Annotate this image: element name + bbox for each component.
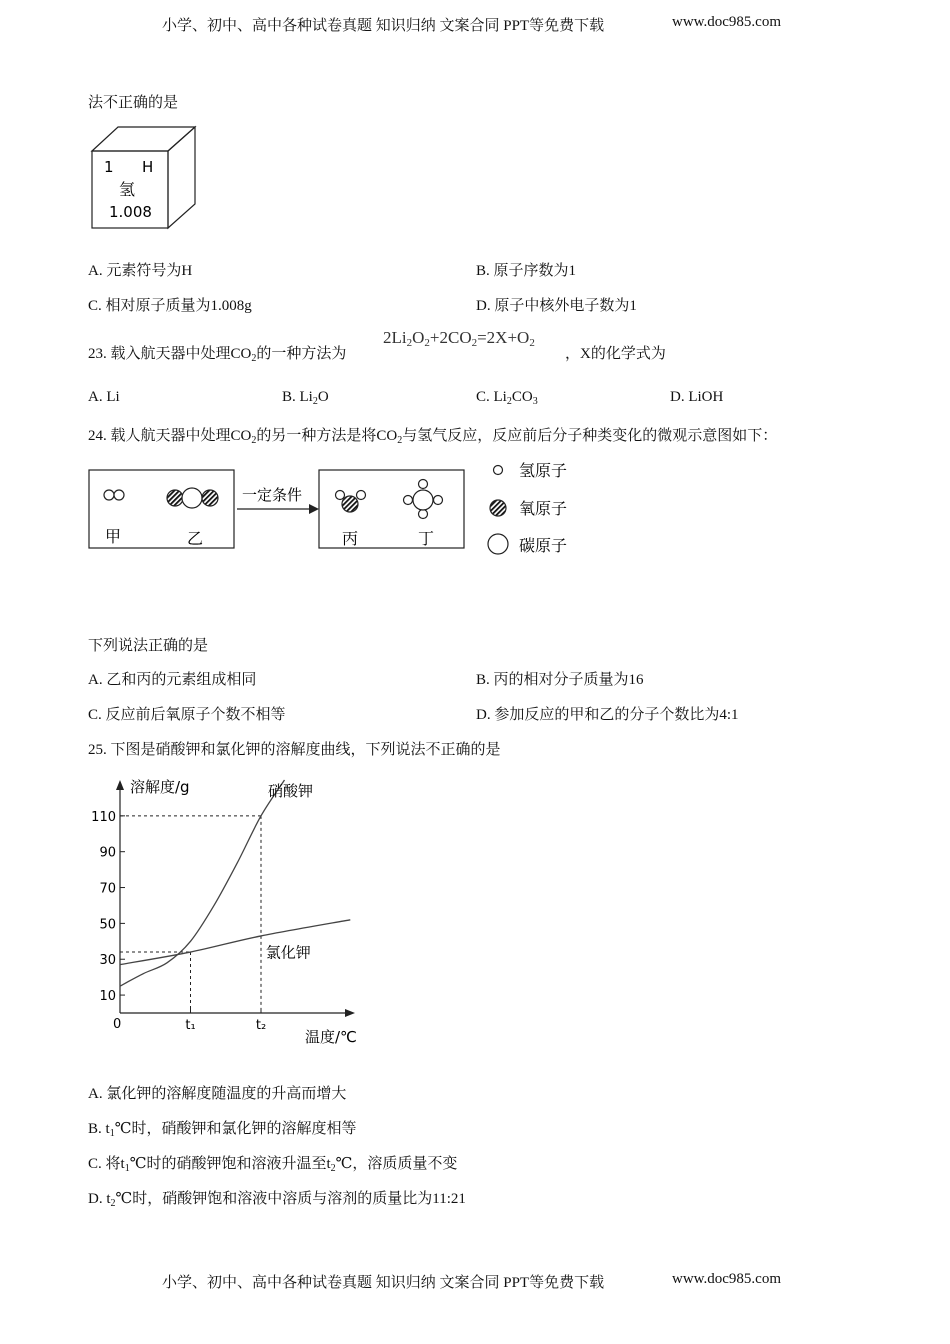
label-bing: 丙: [342, 529, 359, 548]
series-line-kcl: [120, 920, 350, 965]
y-tick-label: 110: [91, 809, 116, 825]
q24-prompt: 下列说法正确的是: [88, 638, 209, 654]
footer-text: [162, 1271, 604, 1292]
legend-carbon-icon: [488, 534, 508, 554]
y-axis-arrow: [116, 780, 124, 790]
q25-option-d[interactable]: D. $t_2℃$时，硝酸钾饱和溶液中溶质与溶剂的质量比为11:21: [88, 1191, 466, 1209]
product-box: [319, 470, 464, 548]
molecule-yi: [167, 488, 218, 508]
molecule-jia: [104, 490, 124, 500]
x-tick-label: t₂: [255, 1018, 267, 1033]
legend-carbon: 碳原子: [519, 536, 568, 555]
q23-option-a[interactable]: A. Li: [88, 389, 120, 405]
arrow-head: [309, 504, 319, 514]
q24-option-b[interactable]: B. 丙的相对分子质量为16: [476, 672, 644, 688]
molecule-ding: [404, 480, 443, 519]
q25-option-a[interactable]: A. 氯化钾的溶解度随温度的升高而增大: [88, 1086, 347, 1102]
y-tick-label: 70: [99, 881, 116, 897]
legend-oxygen-icon: [490, 500, 506, 516]
molecule-bing: [336, 491, 366, 513]
reaction-diagram: [85, 455, 585, 565]
x-axis-label: 温度/℃: [305, 1028, 357, 1046]
q25-option-b[interactable]: B. $t_1℃$时，硝酸钾和氯化钾的溶解度相等: [88, 1121, 357, 1139]
footer-left: 小学、初中、高中各种试卷真题 知识归纳 文案合同 PPT等免费下载: [162, 1275, 605, 1291]
label-ding: 丁: [418, 529, 435, 548]
q22-option-d[interactable]: D. 原子中核外电子数为1: [476, 298, 637, 314]
q22-option-c[interactable]: C. 相对原子质量为1.008g: [88, 298, 252, 314]
header-left: 小学、初中、高中各种试卷真题 知识归纳 文案合同 PPT等免费下载: [162, 18, 605, 34]
q24-option-d[interactable]: D. 参加反应的甲和乙的分子个数比为4:1: [476, 707, 739, 723]
series-label-kcl: 氯化钾: [265, 943, 311, 962]
y-axis-label: 溶解度/g: [130, 778, 190, 796]
q24-option-c[interactable]: C. 反应前后氧原子个数不相等: [88, 707, 286, 723]
x-tick-label: t₁: [185, 1018, 196, 1033]
element-name: 氢: [119, 180, 136, 199]
q23-equation: $2Li_2O_2+2CO_2=2X+O_2$: [383, 328, 535, 349]
q23-option-c[interactable]: C. $Li_2CO_3$: [476, 389, 538, 407]
element-mass: 1.008: [109, 203, 152, 221]
x-axis-arrow: [345, 1009, 355, 1017]
label-jia: 甲: [105, 527, 122, 546]
q22-option-a[interactable]: A. 元素符号为H: [88, 263, 193, 279]
q22-stem-tail: 法不正确的是: [88, 95, 179, 111]
label-yi: 乙: [187, 529, 204, 548]
footer-site[interactable]: www.doc985.com: [672, 1271, 782, 1287]
legend-hydrogen-icon: [494, 466, 503, 475]
legend-oxygen: 氧原子: [519, 499, 568, 518]
series-label-kno3: 硝酸钾: [268, 782, 314, 801]
header-text: [162, 14, 604, 35]
q23-stem-post: ，X的化学式为: [565, 346, 666, 362]
element-number: 1: [104, 158, 114, 176]
q23-stem: 23. 载入航天器中处理$CO_2$的一种方法为: [88, 346, 347, 364]
solubility-chart: [80, 770, 380, 1055]
origin-label: 0: [113, 1017, 122, 1032]
q25-stem: 25. 下图是硝酸钾和氯化钾的溶解度曲线，下列说法不正确的是: [88, 742, 501, 758]
y-tick-label: 90: [99, 845, 116, 861]
legend-hydrogen: 氢原子: [519, 461, 568, 480]
series-line-kno3: [120, 780, 285, 986]
q24-option-a[interactable]: A. 乙和丙的元素组成相同: [88, 672, 257, 688]
q24-stem: 24. 载人航天器中处理$CO_2$的另一种方法是将$CO_2$与氢气反应，反应前后分子种类变化的微观示意图如下：: [88, 428, 778, 446]
y-tick-label: 30: [99, 953, 116, 969]
y-tick-label: 10: [99, 989, 116, 1005]
q22-option-b[interactable]: B. 原子序数为1: [476, 263, 577, 279]
y-tick-label: 50: [99, 917, 116, 933]
q23-option-b[interactable]: B. $Li_2O$: [282, 389, 329, 407]
element-symbol: H: [142, 158, 154, 176]
header-site[interactable]: www.doc985.com: [672, 14, 782, 30]
element-card: [88, 124, 200, 232]
q23-option-d[interactable]: D. LiOH: [670, 389, 724, 405]
q25-option-c[interactable]: C. 将$t_1℃$时的硝酸钾饱和溶液升温至$t_2℃$，溶质质量不变: [88, 1156, 458, 1174]
arrow-label: 一定条件: [242, 486, 303, 504]
